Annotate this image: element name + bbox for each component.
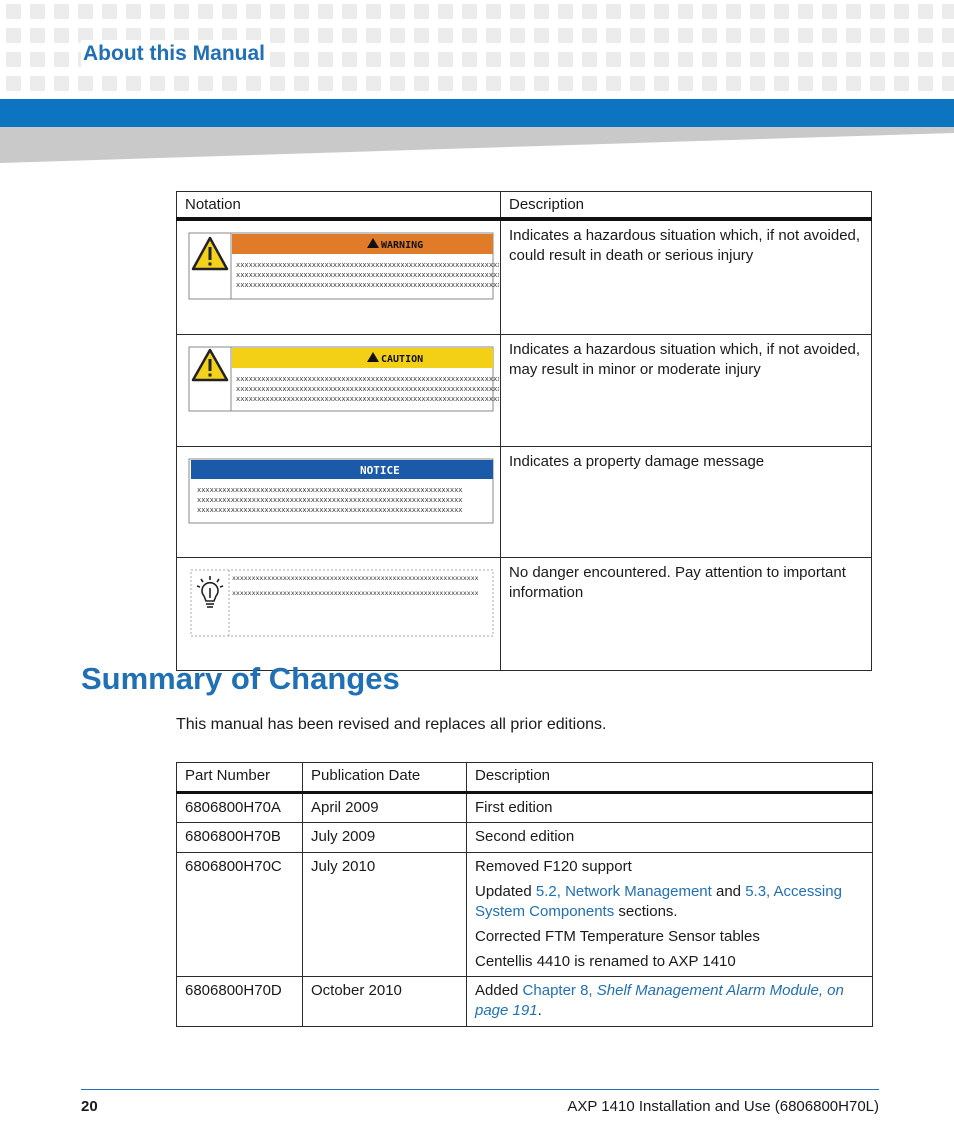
warning-label-text: WARNING <box>381 239 424 251</box>
link-chapter-8[interactable]: Chapter 8, Shelf Management Alarm Module, on page 191 <box>475 982 844 1019</box>
notation-description: Indicates a hazardous situation which, if not avoided, may result in minor or moderate injury <box>501 334 872 446</box>
svg-text:xxxxxxxxxxxxxxxxxxxxxxxxxxxxxx: xxxxxxxxxxxxxxxxxxxxxxxxxxxxxxxxxxxxxxxxxxxxxxxxxxxxxxxxxxxxxxx <box>232 573 479 582</box>
publication-date: July 2010 <box>303 853 467 977</box>
warning-notation-cell <box>177 219 501 335</box>
part-number: 6806800H70B <box>177 823 303 853</box>
intro-paragraph: This manual has been revised and replaces all prior editions. <box>176 716 607 733</box>
notation-header-description: Description <box>501 192 872 219</box>
svg-text:xxxxxxxxxxxxxxxxxxxxxxxxxxxxxx: xxxxxxxxxxxxxxxxxxxxxxxxxxxxxxxxxxxxxxxxxxxxxxxxxxxxxxxxxxxxxxx <box>197 505 463 514</box>
notice-label-text: NOTICE <box>360 463 400 477</box>
table-row <box>177 823 873 853</box>
running-header-title: About this Manual <box>81 40 267 68</box>
caution-notation-cell <box>177 334 501 446</box>
notation-description: No danger encountered. Pay attention to important information <box>501 557 872 670</box>
part-number: 6806800H70A <box>177 793 303 823</box>
svg-text:xxxxxxxxxxxxxxxxxxxxxxxxxxxxxx: xxxxxxxxxxxxxxxxxxxxxxxxxxxxxxxxxxxxxxxxxxxxxxxxxxxxxxxxxxxxxxx <box>197 485 463 494</box>
description-line: Corrected FTM Temperature Sensor tables <box>475 928 760 945</box>
part-number: 6806800H70C <box>177 853 303 977</box>
part-number: 6806800H70D <box>177 977 303 1027</box>
link-network-management[interactable]: 5.2, Network Management <box>535 883 712 900</box>
description: Added Chapter 8, Shelf Management Alarm Module, on page 191. <box>467 977 873 1027</box>
svg-text:xxxxxxxxxxxxxxxxxxxxxxxxxxxxxx: xxxxxxxxxxxxxxxxxxxxxxxxxxxxxxxxxxxxxxxxxxxxxxxxxxxxxxxxxxxxxxx <box>236 394 499 403</box>
table-row <box>177 853 873 977</box>
notation-description: Indicates a hazardous situation which, if not avoided, could result in death or serious injury <box>501 219 872 335</box>
header-grey-swoosh <box>0 127 954 163</box>
page-number: 20 <box>81 1098 98 1115</box>
table-row <box>177 334 872 446</box>
publication-date: April 2009 <box>303 793 467 823</box>
description-line: Removed F120 support <box>475 858 632 875</box>
caution-label-text: CAUTION <box>381 353 424 365</box>
changes-table <box>176 762 873 1027</box>
section-title: Summary of Changes <box>81 661 400 696</box>
publication-date: October 2010 <box>303 977 467 1027</box>
notation-header-row <box>177 192 872 219</box>
footer-rule <box>81 1089 879 1090</box>
header-part-number: Part Number <box>177 763 303 793</box>
header-blue-bar <box>0 99 954 127</box>
table-row <box>177 219 872 335</box>
info-notation-cell <box>177 557 501 670</box>
svg-text:xxxxxxxxxxxxxxxxxxxxxxxxxxxxxx: xxxxxxxxxxxxxxxxxxxxxxxxxxxxxxxxxxxxxxxxxxxxxxxxxxxxxxxxxxxxxxx <box>197 495 463 504</box>
svg-text:xxxxxxxxxxxxxxxxxxxxxxxxxxxxxx: xxxxxxxxxxxxxxxxxxxxxxxxxxxxxxxxxxxxxxxxxxxxxxxxxxxxxxxxxxxxxxx <box>232 588 479 597</box>
notation-table <box>176 191 872 671</box>
description: Second edition <box>467 823 873 853</box>
changes-header-row <box>177 763 873 793</box>
notation-description: Indicates a property damage message <box>501 446 872 557</box>
table-row <box>177 977 873 1027</box>
info-label-image <box>177 558 499 658</box>
caution-label-image <box>177 335 499 435</box>
header-description: Description <box>467 763 873 793</box>
link-accessing-system-components[interactable]: 5.3, Accessing System Components <box>475 883 842 920</box>
table-row <box>177 446 872 557</box>
description <box>467 853 873 977</box>
description-line: Updated 5.2, Network Management and 5.3, Accessing System Components sections. <box>475 883 842 920</box>
warning-label-image <box>177 221 499 321</box>
header-publication-date: Publication Date <box>303 763 467 793</box>
svg-text:xxxxxxxxxxxxxxxxxxxxxxxxxxxxxx: xxxxxxxxxxxxxxxxxxxxxxxxxxxxxxxxxxxxxxxxxxxxxxxxxxxxxxxxxxxxxxx <box>236 374 499 383</box>
svg-text:xxxxxxxxxxxxxxxxxxxxxxxxxxxxxx: xxxxxxxxxxxxxxxxxxxxxxxxxxxxxxxxxxxxxxxxxxxxxxxxxxxxxxxxxxxxxxx <box>236 260 499 269</box>
description-line: Centellis 4410 is renamed to AXP 1410 <box>475 953 736 970</box>
table-row <box>177 793 873 823</box>
svg-text:xxxxxxxxxxxxxxxxxxxxxxxxxxxxxx: xxxxxxxxxxxxxxxxxxxxxxxxxxxxxxxxxxxxxxxxxxxxxxxxxxxxxxxxxxxxxxx <box>236 384 499 393</box>
publication-date: July 2009 <box>303 823 467 853</box>
notation-header-notation: Notation <box>177 192 501 219</box>
svg-text:xxxxxxxxxxxxxxxxxxxxxxxxxxxxxx: xxxxxxxxxxxxxxxxxxxxxxxxxxxxxxxxxxxxxxxxxxxxxxxxxxxxxxxxxxxxxxx <box>236 270 499 279</box>
table-row <box>177 557 872 670</box>
document-title: AXP 1410 Installation and Use (6806800H70L) <box>567 1098 879 1115</box>
svg-text:xxxxxxxxxxxxxxxxxxxxxxxxxxxxxx: xxxxxxxxxxxxxxxxxxxxxxxxxxxxxxxxxxxxxxxxxxxxxxxxxxxxxxxxxxxxxxx <box>236 280 499 289</box>
notice-label-image <box>177 447 499 547</box>
description: First edition <box>467 793 873 823</box>
notice-notation-cell <box>177 446 501 557</box>
